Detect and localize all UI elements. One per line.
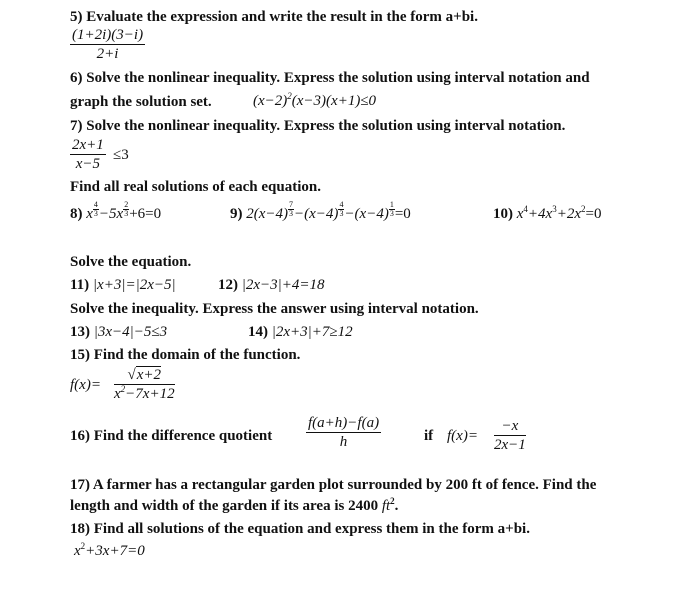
solve-inequality-heading: Solve the inequality. Express the answer using interval notation.: [70, 301, 479, 317]
problem-10-a-exp: 4: [523, 204, 528, 214]
problem-18-x: x: [74, 543, 81, 559]
problem-6-line1: 6) Solve the nonlinear inequality. Express the solution using interval notation and: [70, 70, 590, 86]
problem-5-text: 5) Evaluate the expression and write the result in the form a+bi.: [70, 9, 478, 25]
problem-6-expression: [253, 92, 376, 110]
problem-8: [70, 200, 162, 223]
problem-15-fraction: [114, 366, 175, 403]
problem-9-term3: −(x−4): [344, 206, 389, 222]
problem-6-expr-a: (x−2): [253, 93, 288, 109]
problem-7-text: 7) Solve the nonlinear inequality. Express the solution using interval notation.: [70, 118, 566, 134]
problem-7-numerator: 2x+1: [72, 137, 104, 153]
problem-9-label: 9): [230, 206, 243, 222]
problem-16-lhs: f(x)=: [447, 428, 478, 444]
problem-7-denominator: x−5: [75, 156, 101, 172]
problem-9-exp1-den: 3: [289, 209, 294, 218]
find-real-heading: Find all real solutions of each equation.: [70, 179, 322, 195]
problem-8-mid: −5x: [98, 206, 124, 222]
problem-5-denominator: 2+i: [96, 46, 119, 62]
problem-16-denominator: h: [339, 434, 348, 450]
problem-13-label: 13): [70, 324, 90, 340]
problem-8-exp1-num: 4: [93, 200, 98, 209]
problem-6-line2: graph the solution set.: [70, 94, 212, 110]
problem-15-den-x: x: [114, 386, 121, 402]
problem-10-a: x: [516, 206, 524, 222]
problem-10: [493, 205, 601, 223]
problem-12: [218, 276, 325, 294]
problem-18-text: 18) Find all solutions of the equation and express them in the form a+bi.: [70, 521, 530, 537]
problem-9-exp2: [338, 201, 344, 218]
problem-14-label: 14): [248, 324, 268, 340]
problem-17-line1: 17) A farmer has a rectangular garden plot surrounded by 200 ft of fence. Find the: [70, 477, 597, 493]
problem-7-fraction: [70, 136, 106, 173]
problem-9-term1: 2(x−4): [246, 206, 289, 222]
problem-10-b: +4x: [527, 206, 553, 222]
problem-15-den-exp: 2: [120, 384, 126, 394]
problem-6-expr-b: (x−3)(x+1)≤0: [291, 93, 377, 109]
problem-13-expr: |3x−4|−5≤3: [93, 324, 168, 340]
problem-8-label: 8): [70, 206, 83, 222]
problem-9-exp1: [288, 201, 294, 218]
problem-17-line2: [70, 497, 398, 515]
problem-16-function: [494, 417, 526, 454]
problem-9-exp1-num: 7: [289, 200, 294, 209]
problem-11-expr: |x+3|=|2x−5|: [92, 277, 176, 293]
problem-9-exp3-den: 3: [389, 209, 394, 218]
problem-18-rest: +3x+7=0: [85, 543, 145, 559]
problem-12-label: 12): [218, 277, 238, 293]
problem-8-exp1: [93, 201, 99, 218]
problem-6-exponent: 2: [287, 91, 292, 101]
problem-5-numerator: (1+2i)(3−i): [72, 27, 144, 43]
problem-5-fraction: [70, 26, 145, 63]
problem-16-if: if: [424, 428, 434, 444]
problem-10-rest: =0: [585, 206, 602, 222]
problem-17-unit: ft: [381, 498, 391, 514]
problem-9-exp3-num: 1: [389, 200, 394, 209]
problem-10-c: +2x: [556, 206, 581, 222]
problem-9-rest: =0: [394, 206, 411, 222]
problem-15-den-rest: −7x+12: [125, 386, 175, 402]
problem-18-equation: [74, 542, 145, 560]
problem-16-numerator: f(a+h)−f(a): [308, 415, 380, 431]
problem-8-x: x: [86, 206, 93, 222]
problem-10-label: 10): [493, 206, 513, 222]
problem-17-period: .: [394, 498, 399, 514]
problem-9-term2: −(x−4): [294, 206, 339, 222]
problem-9-exp2-num: 4: [339, 200, 344, 209]
problem-15-text: 15) Find the domain of the function.: [70, 347, 301, 363]
problem-7-relation: ≤3: [113, 147, 129, 163]
problem-15-lhs: f(x)=: [70, 377, 101, 393]
problem-16-fnum: −x: [494, 417, 526, 436]
problem-15-denominator: [114, 385, 175, 403]
problem-8-rest: +6=0: [129, 206, 162, 222]
problem-18-x-exp: 2: [80, 541, 86, 551]
problem-10-b-exp: 3: [552, 204, 557, 214]
solve-equation-heading: Solve the equation.: [70, 254, 192, 270]
problem-14-expr: |2x+3|+7≥12: [271, 324, 353, 340]
problem-8-exp2-num: 2: [124, 200, 129, 209]
problem-15-numerator: √x+2: [114, 366, 175, 385]
problem-9-exp3: [389, 201, 395, 218]
problem-12-expr: |2x−3|+4=18: [241, 277, 325, 293]
problem-8-exp2-den: 3: [124, 209, 129, 218]
problem-9-exp2-den: 3: [339, 209, 344, 218]
problem-15-radicand: x+2: [136, 367, 162, 383]
problem-14: [248, 323, 353, 341]
problem-10-c-exp: 2: [580, 204, 586, 214]
problem-11: [70, 276, 176, 294]
problem-16-quotient: [306, 414, 381, 451]
problem-16-text: 16) Find the difference quotient: [70, 428, 273, 444]
problem-16-fden: 2x−1: [494, 437, 526, 453]
problem-8-exp1-den: 3: [93, 209, 98, 218]
problem-8-exp2: [123, 201, 129, 218]
problem-13: [70, 323, 167, 341]
problem-17-unit-exp: 2: [390, 496, 395, 506]
problem-11-label: 11): [70, 277, 90, 293]
problem-17-line2-text: length and width of the garden if its area is 2400: [70, 498, 379, 514]
problem-9: [230, 200, 411, 223]
